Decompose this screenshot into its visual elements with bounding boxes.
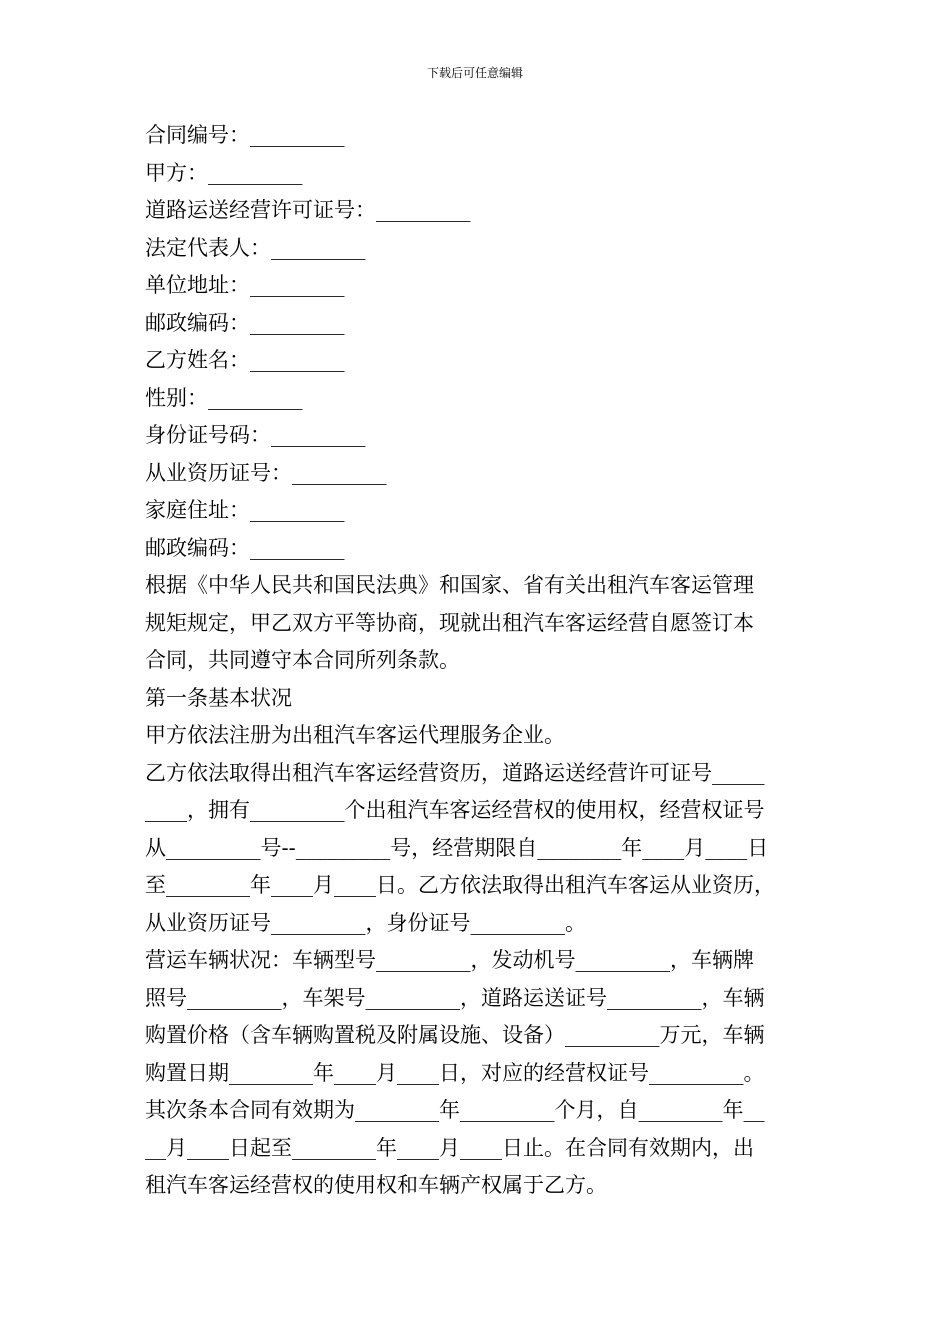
page-header: 下载后可任意编辑 [426,66,523,80]
article-2-line: __月____日起至________年____月____日止。在合同有效期内，出 [145,1135,754,1160]
field-legal-representative: 法定代表人：_________ [145,235,366,260]
field-gender: 性别：_________ [145,385,303,410]
field-postal-code-a: 邮政编码：_________ [145,310,345,335]
vehicle-info-line: 照号_________，车架号_________，道路运送证号_________，车辆 [145,985,765,1010]
preamble-line: 规矩规定，甲乙双方平等协商，现就出租汽车客运经营自愿签订本 [145,610,754,635]
preamble-line: 合同，共同遵守本合同所列条款。 [145,648,460,672]
article-2-line: 其次条本合同有效期为________年_________个月，自________年__ [145,1098,765,1122]
document-body [145,117,810,1205]
article-1-line: 从_________号--_________号，经营期限自________年____月____日 [145,835,769,860]
article-1-heading: 第一条基本状况 [145,685,292,710]
vehicle-info-line: 营运车辆状况：车辆型号_________，发动机号_________，车辆牌 [145,948,754,972]
article-1-line: 从业资历证号_________，身份证号_________。 [145,910,586,935]
vehicle-info-line: 购置价格（含车辆购置税及附属设施、设备）_________万元，车辆 [145,1023,765,1047]
field-party-a: 甲方：_________ [145,160,303,185]
field-postal-code-b: 邮政编码：_________ [145,535,345,560]
preamble-line: 根据《中华人民共和国民法典》和国家、省有关出租汽车客运管理 [145,573,754,597]
article-1-line: 乙方依法取得出租汽车客运经营资历，道路运送经营许可证号_____ [145,760,765,785]
article-2-line: 租汽车客运经营权的使用权和车辆产权属于乙方。 [145,1173,607,1197]
article-1-line: 甲方依法注册为出租汽车客运代理服务企业。 [145,723,565,747]
field-id-number: 身份证号码：_________ [145,423,366,447]
field-transport-license: 道路运送经营许可证号：_________ [145,198,471,222]
field-home-address: 家庭住址：_________ [145,498,345,522]
article-1-line: 至________年____月____日。乙方依法取得出租汽车客运从业资历， [145,873,775,897]
article-1-line: ____，拥有_________个出租汽车客运经营权的使用权，经营权证号 [145,798,765,822]
vehicle-info-line: 购置日期________年____月____日，对应的经营权证号_________。 [145,1060,765,1085]
field-contract-number: 合同编号：_________ [145,123,345,147]
field-qualification-cert: 从业资历证号：_________ [145,460,387,485]
field-party-b-name: 乙方姓名：_________ [145,348,345,372]
field-company-address: 单位地址：_________ [145,273,345,297]
